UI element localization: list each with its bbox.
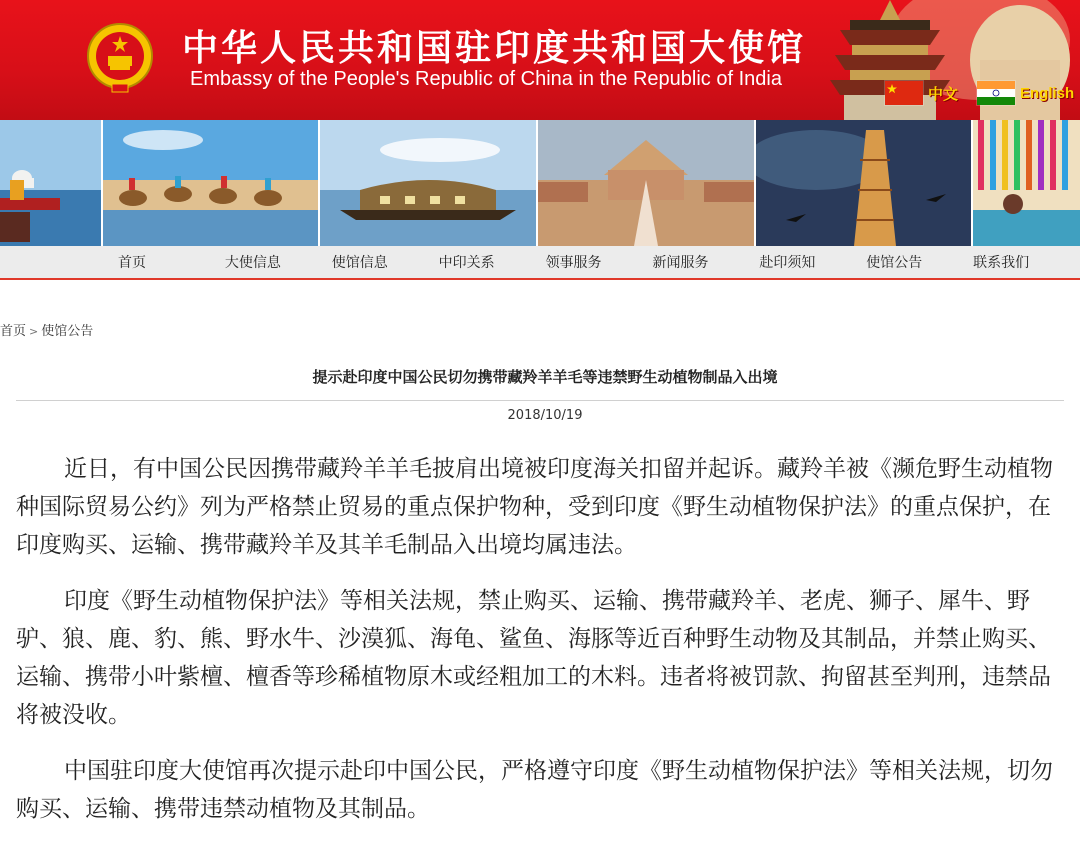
nav-news[interactable]: 新闻服务 bbox=[652, 255, 709, 271]
breadcrumb-current[interactable]: 使馆公告 bbox=[41, 324, 94, 339]
article-date: 2018/10/19 bbox=[507, 408, 583, 423]
nav-embassy-info[interactable]: 使馆信息 bbox=[331, 255, 388, 271]
embassy-title-en: Embassy of the People's Republic of China in the Republic of India bbox=[190, 68, 782, 90]
breadcrumb-separator: > bbox=[29, 325, 39, 338]
article-paragraph: 印度《野生动植物保护法》等相关法规，禁止购买、运输、携带藏羚羊、老虎、狮子、犀牛、野驴、狼、鹿、豹、熊、野水牛、沙漠狐、海龟、鲨鱼、海豚等近百种野生动物及其制品，并禁止购买、运输、携带小叶紫檀、檀香等珍稀植物原木或经粗加工的木料。违者将被罚款、拘留甚至判刑，违禁品将被没收。 bbox=[16, 588, 1051, 728]
photo-camels bbox=[103, 120, 321, 246]
main-nav bbox=[0, 246, 1080, 280]
photo-akshardham bbox=[538, 120, 756, 246]
header-banner bbox=[0, 0, 1080, 120]
photo-strip bbox=[0, 120, 1080, 246]
nav-consular[interactable]: 领事服务 bbox=[545, 255, 602, 271]
photo-bangles bbox=[973, 120, 1080, 246]
nav-announcements[interactable]: 使馆公告 bbox=[866, 255, 923, 271]
lang-en-label: English bbox=[1020, 84, 1075, 102]
photo-houseboat bbox=[320, 120, 538, 246]
national-emblem-icon bbox=[86, 22, 154, 94]
breadcrumb-home[interactable]: 首页 bbox=[0, 324, 27, 339]
nav-china-india[interactable]: 中印关系 bbox=[438, 255, 495, 271]
embassy-title-cn: 中华人民共和国驻印度共和国大使馆 bbox=[182, 27, 807, 69]
nav-ambassador[interactable]: 大使信息 bbox=[224, 255, 281, 271]
article-paragraph: 近日，有中国公民因携带藏羚羊羊毛披肩出境被印度海关扣留并起诉。藏羚羊被《濒危野生动植物种国际贸易公约》列为严格禁止贸易的重点保护物种，受到印度《野生动植物保护法》的重点保护，在印度购买、运输、携带藏羚羊及其羊毛制品入出境均属违法。 bbox=[16, 456, 1053, 558]
lang-chinese-link[interactable] bbox=[884, 80, 958, 106]
nav-home[interactable]: 首页 bbox=[118, 255, 146, 271]
photo-taj-boat bbox=[0, 120, 103, 246]
lang-cn-label: 中文 bbox=[928, 85, 959, 103]
india-flag-icon bbox=[976, 80, 1016, 106]
breadcrumb bbox=[0, 320, 93, 339]
article-paragraph: 中国驻印度大使馆再次提示赴印中国公民，严格遵守印度《野生动植物保护法》等相关法规，切勿购买、运输、携带违禁动植物及其制品。 bbox=[16, 758, 1053, 822]
photo-qutub-minar bbox=[756, 120, 974, 246]
article-title: 提示赴印度中国公民切勿携带藏羚羊羊毛等违禁野生动植物制品入出境 bbox=[312, 368, 778, 386]
nav-travel-notes[interactable]: 赴印须知 bbox=[759, 255, 816, 271]
lang-english-link[interactable] bbox=[976, 80, 1074, 106]
title-divider bbox=[16, 400, 1064, 401]
china-flag-icon bbox=[884, 80, 924, 106]
article-body bbox=[16, 450, 1064, 846]
nav-contact[interactable]: 联系我们 bbox=[973, 255, 1030, 271]
